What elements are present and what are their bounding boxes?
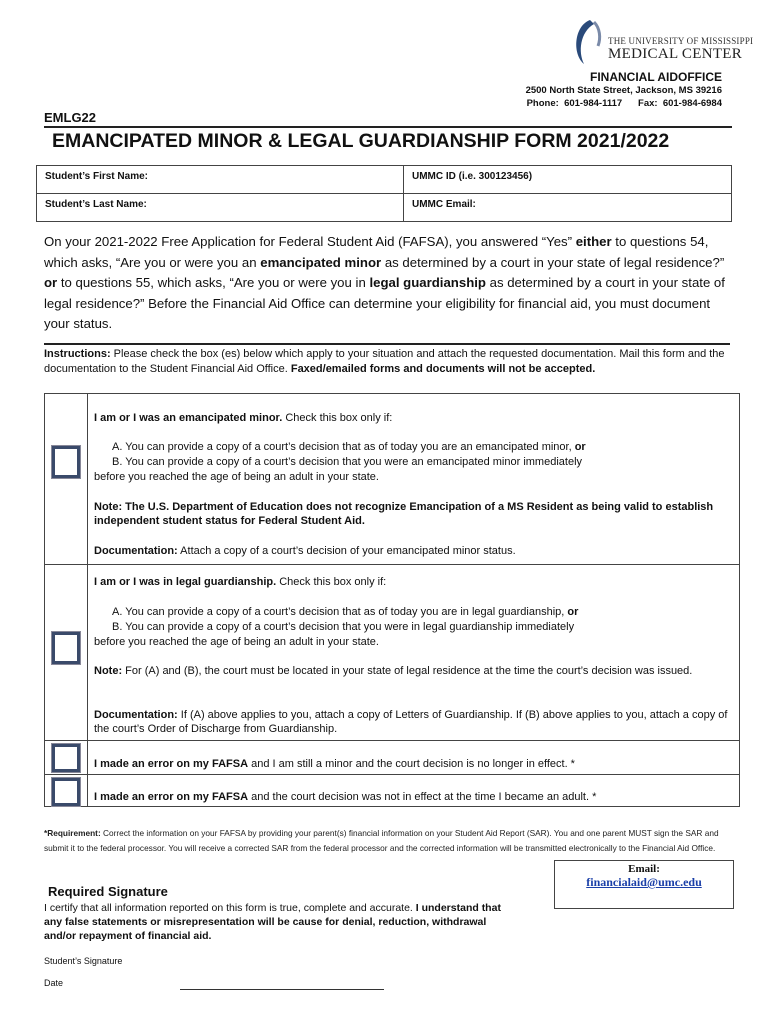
student-fields-table: [36, 165, 732, 222]
error-not-in-effect-checkbox[interactable]: [52, 778, 80, 806]
emancipated-minor-checkbox[interactable]: [52, 446, 80, 478]
certification-text: [44, 901, 514, 943]
certify-bold: I understand that any false statements or misrepresentation will be cause for denial, reduction, withdrawal and/or repayment of financial aid.: [44, 902, 501, 942]
error-still-minor-checkbox[interactable]: [52, 744, 80, 772]
logo-university-text: THE UNIVERSITY OF MISSISSIPPI: [608, 36, 754, 46]
minor-doc-label: Documentation:: [94, 545, 178, 557]
guardian-note: [94, 664, 734, 678]
guardian-doc-text: If (A) above applies to you, attach a copy of Letters of Guardianship. If (B) above applies to you, attach a copy of the court’s Order of Discharge from Guardianship.: [94, 709, 728, 735]
intro-text-3: as determined by a court in your state of legal residence?”: [381, 254, 725, 270]
minor-doc-text: Attach a copy of a court’s decision of your emancipated minor status.: [177, 545, 516, 557]
error1-rest: and I am still a minor and the court decision is no longer in effect. *: [248, 758, 575, 770]
minor-a-text: A. You can provide a copy of a court’s decision that as of today you are an emancipated minor,: [112, 441, 575, 453]
minor-note: Note: The U.S. Department of Education does not recognize Emancipation of a MS Resident as being valid to establish independent student status for Federal Student Aid.: [94, 501, 714, 527]
requirement-note: [44, 826, 734, 855]
row-divider: [45, 774, 739, 775]
guardian-option-b-cont: before you reached the age of being an adult in your state.: [94, 636, 379, 648]
certify-text: I certify that all information reported on this form is true, complete and accurate.: [44, 902, 416, 914]
last-name-field[interactable]: Student’s Last Name:: [37, 194, 404, 222]
requirement-text: Correct the information on your FAFSA by providing your parent(s) financial information on your Student Aid Report (SAR). You and one parent MUST sign the SAR and submit it to the federal processor. You will receive a corrected SAR from the federal processor and the corrected information will be transmitted electronically to the Financial Aid Office.: [44, 828, 719, 853]
error1-bold: I made an error on my FAFSA: [94, 758, 249, 770]
row-divider: [45, 564, 739, 565]
error-still-minor-label: [94, 757, 734, 771]
options-table: [44, 393, 740, 807]
guardian-a-or: or: [567, 606, 579, 618]
instructions-label: Instructions:: [44, 348, 111, 360]
minor-head-rest: Check this box only if:: [282, 412, 393, 424]
ummc-id-field[interactable]: UMMC ID (i.e. 300123456): [404, 166, 732, 194]
intro-either: either: [575, 234, 612, 249]
minor-documentation: [94, 544, 734, 558]
office-address: [526, 84, 722, 110]
guardian-a-text: A. You can provide a copy of a court’s decision that as of today you are in legal guardianship,: [112, 606, 568, 618]
requirement-label: *Requirement:: [44, 828, 101, 838]
intro-or: or: [44, 275, 58, 290]
guardian-head-bold: I am or I was in legal guardianship.: [94, 576, 277, 588]
intro-paragraph: [44, 232, 732, 335]
guardian-note-label: Note:: [94, 665, 123, 677]
signature-heading: Required Signature: [48, 884, 168, 899]
ummc-email-field[interactable]: UMMC Email:: [404, 194, 732, 222]
intro-emancipated-minor: emancipated minor: [260, 254, 382, 270]
date-label: Date: [44, 978, 64, 988]
minor-head-bold: I am or I was an emancipated minor.: [94, 412, 283, 424]
guardian-doc-label: Documentation:: [94, 709, 178, 721]
row-divider: [45, 740, 739, 741]
email-label: Email:: [628, 863, 660, 875]
form-code: EMLG22: [44, 110, 97, 125]
phone-fax-line: Phone: 601-984-1117 Fax: 601-984-6984: [526, 98, 722, 109]
intro-text-2: to questions 54, which asks, “Are you or were you an: [44, 234, 709, 270]
error2-bold: I made an error on my FAFSA: [94, 791, 249, 803]
minor-option-b: B. You can provide a copy of a court’s decision that you were an emancipated minor immediately: [112, 456, 583, 468]
guardian-head-rest: Check this box only if:: [276, 576, 387, 588]
minor-a-or: or: [574, 441, 586, 453]
error-not-in-effect-label: [94, 790, 734, 804]
logo-mark-icon: [568, 18, 604, 66]
legal-guardianship-checkbox[interactable]: [52, 632, 80, 664]
office-name: FINANCIAL AIDOFFICE: [590, 70, 722, 84]
intro-text-4: to questions 55, which asks, “Are you or were you in: [57, 275, 370, 290]
date-line[interactable]: [180, 989, 384, 990]
form-title: EMANCIPATED MINOR & LEGAL GUARDIANSHIP FORM 2021/2022: [52, 130, 670, 152]
instructions-text: Please check the box (es) below which apply to your situation and attach the requested documentation. Mail this form and the documentation to the Student Financial Aid Office.: [44, 348, 725, 375]
instructions-rule: [44, 343, 730, 345]
first-name-field[interactable]: Student’s First Name:: [37, 166, 404, 194]
minor-option-a: [94, 440, 732, 454]
ummc-logo: [568, 18, 754, 66]
emancipated-minor-heading: [94, 411, 734, 425]
address-line: 2500 North State Street, Jackson, MS 39216: [525, 85, 722, 96]
intro-text-1: On your 2021-2022 Free Application for Federal Student Aid (FAFSA), you answered “Yes”: [44, 234, 576, 249]
instructions: [44, 347, 734, 376]
intro-text-5: as determined by a court in your state of legal residence?” Before the Financial Aid Office can determine your eligibility for financial aid, you must document your status.: [44, 275, 725, 331]
legal-guardianship-heading: [94, 575, 734, 589]
email-box: [554, 860, 734, 909]
guardian-option-b: B. You can provide a copy of a court’s decision that you were in legal guardianship immediately: [112, 621, 575, 633]
error2-rest: and the court decision was not in effect at the time I became an adult. *: [248, 791, 597, 803]
logo-center-text: MEDICAL CENTER: [608, 46, 743, 62]
title-rule: [44, 126, 732, 128]
intro-legal-guardianship: legal guardianship: [369, 275, 486, 290]
guardian-note-text: For (A) and (B), the court must be located in your state of legal residence at the time the court’s decision was issued.: [122, 665, 693, 677]
email-link[interactable]: financialaid@umc.edu: [586, 875, 702, 889]
guardian-documentation: [94, 708, 734, 736]
instructions-warning: Faxed/emailed forms and documents will not be accepted.: [290, 362, 596, 375]
minor-option-b-cont: before you reached the age of being an adult in your state.: [94, 471, 379, 483]
guardian-option-a: [94, 605, 732, 619]
student-signature-label: Student’s Signature: [44, 956, 123, 966]
